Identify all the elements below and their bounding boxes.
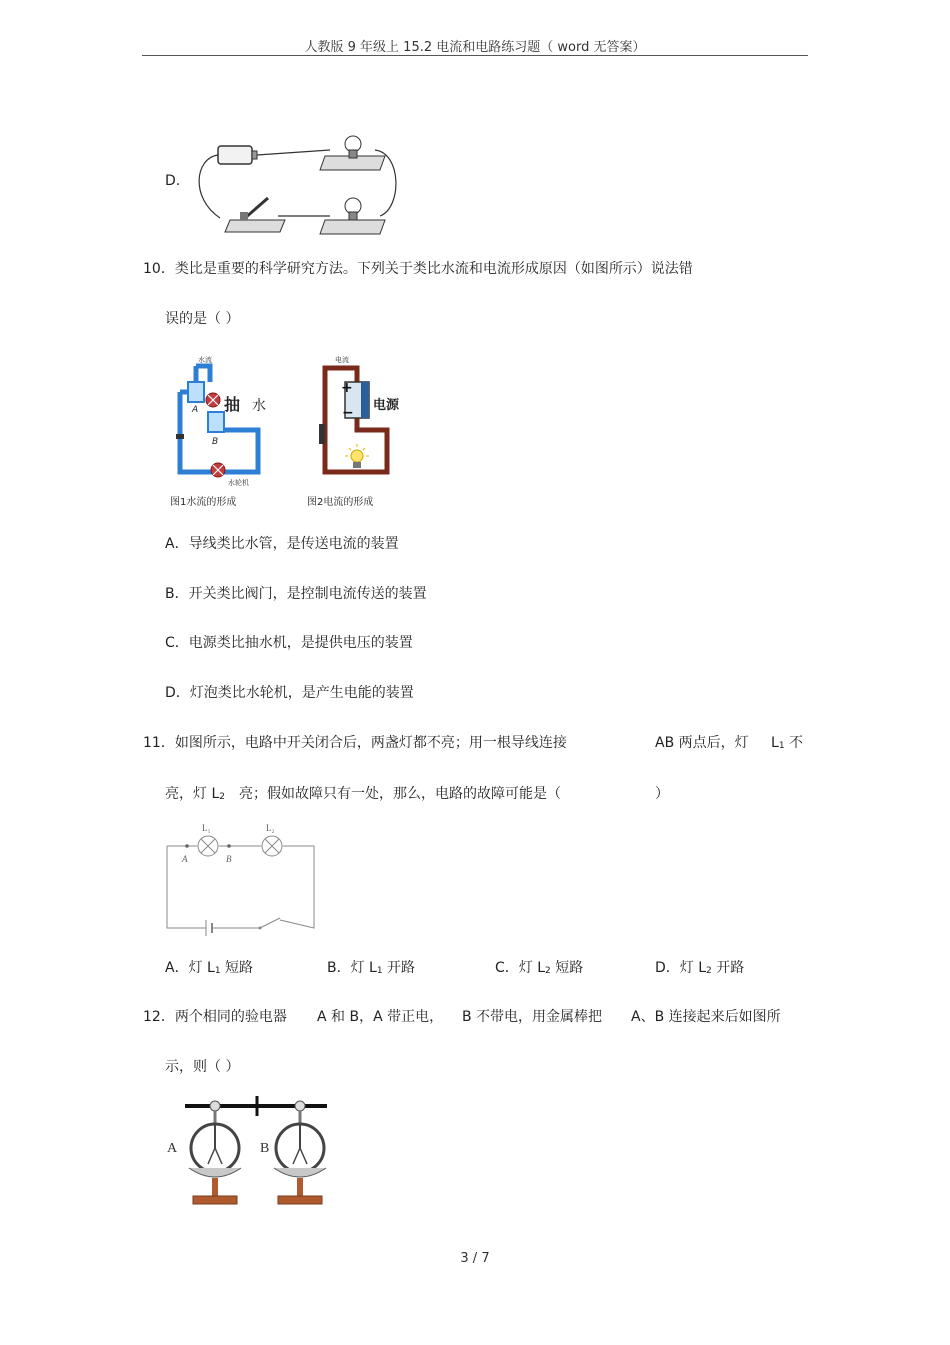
power-label: 电源 [373, 398, 400, 413]
q11-option-c: C．灯 $L_2$ 短路 [495, 960, 584, 976]
header-divider [142, 55, 808, 56]
q10-current-figure [305, 352, 420, 512]
q11-circuit-figure [162, 820, 322, 932]
water-label: 水 [252, 398, 266, 414]
point-a-label: A [182, 854, 188, 864]
water-flow-label: 水流 [198, 356, 212, 364]
q10-option-c: C．电源类比抽水机，是提供电压的装置 [165, 635, 413, 651]
q12-stem-line2: 示，则（ ） [165, 1059, 240, 1075]
q11-option-b: B．灯 $L_1$ 开路 [327, 960, 416, 976]
q11-stem-line2-a: 亮，灯 $L_2$ [165, 786, 225, 802]
q9-option-d-circuit-figure [190, 128, 405, 236]
page-header: 人教版 9 年级上 15.2 电流和电路练习题（ word 无答案） [304, 40, 646, 55]
q11-stem-line1-c: $L_1$ 不 [771, 735, 803, 751]
water-point-b: B [212, 437, 219, 447]
q11-stem-line1-b: AB 两点后，灯 [655, 735, 749, 751]
lamp-l2-label: L₂ [266, 823, 275, 833]
q11-option-a: A．灯 $L_1$ 短路 [165, 960, 254, 976]
q10-stem-line1: 10．类比是重要的科学研究方法。下列关于类比水流和电流形成原因（如图所示）说法错 [143, 261, 693, 277]
plus-sign: + [341, 380, 353, 396]
electroscope-a-label: A [167, 1141, 178, 1156]
q11-option-d: D．灯 $L_2$ 开路 [655, 960, 745, 976]
q12-stem-line1-d: A、B 连接起来后如图所 [631, 1009, 781, 1025]
q9-option-d-label: D. [165, 173, 181, 189]
page-number: 3 / 7 [460, 1251, 490, 1266]
q12-stem-line1-a: 12．两个相同的验电器 [143, 1009, 287, 1025]
water-point-a: A [192, 405, 199, 415]
q11-stem-line2-c: ） [655, 786, 669, 802]
q10-option-d: D．灯泡类比水轮机，是产生电能的装置 [165, 685, 414, 701]
pump-label: 抽 [224, 395, 241, 414]
q12-electroscope-figure [165, 1094, 330, 1210]
electroscope-b [274, 1101, 326, 1204]
point-b-label: B [226, 854, 232, 864]
q10-water-flow-figure [168, 352, 283, 512]
q12-stem-line1-c: B 不带电，用金属棒把 [462, 1009, 603, 1025]
q10-option-a: A．导线类比水管，是传送电流的装置 [165, 536, 399, 552]
lamp-l1-label: L₁ [202, 823, 211, 833]
figure2-caption: 图2电流的形成 [307, 497, 374, 508]
figure1-caption: 图1水流的形成 [170, 497, 237, 508]
q12-stem-line1-b: A 和 B，A 带正电， [317, 1009, 444, 1025]
q10-option-b: B．开关类比阀门，是控制电流传送的装置 [165, 586, 427, 602]
turbine-label: 水轮机 [228, 479, 249, 487]
electroscope-a [189, 1101, 241, 1204]
q11-stem-line1-a: 11．如图所示，电路中开关闭合后，两盏灯都不亮；用一根导线连接 [143, 735, 567, 751]
q10-stem-line2: 误的是（ ） [165, 311, 240, 327]
electroscope-b-label: B [260, 1141, 270, 1156]
q11-stem-line2-b: 亮；假如故障只有一处，那么，电路的故障可能是（ [239, 786, 561, 802]
current-label: 电流 [335, 356, 349, 364]
minus-sign: − [342, 405, 354, 421]
